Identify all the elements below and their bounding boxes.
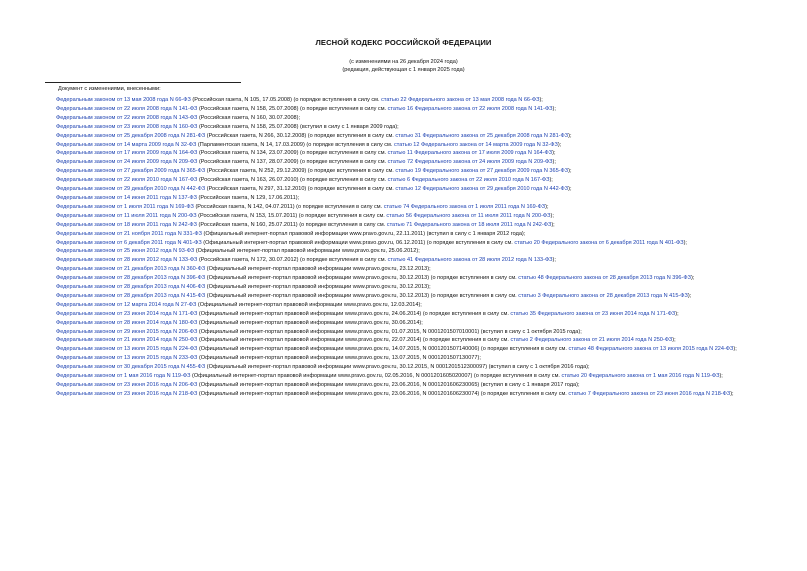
article-link[interactable]: статью 31 Федерального закона от 25 декабря 2008 года N 281-ФЗ (395, 132, 569, 139)
amendment-item (45, 292, 771, 301)
publication-note: (Официальный интернет-портал правовой информации www.pravo.gov.ru, 22.07.2014) (о порядке вступления в силу см. (197, 337, 511, 344)
amendment-item (45, 247, 771, 256)
publication-note: (Российская газета, N 158, 25.07.2008) (о порядке вступления в силу см. (197, 105, 388, 112)
closing-punctuation: ); (675, 310, 679, 317)
publication-note: (Официальный интернет-портал правовой информации www.pravo.gov.ru, 30.12.2013); (205, 284, 431, 291)
publication-note: (Российская газета, N 134, 23.07.2009) (о порядке вступления в силу см. (197, 150, 388, 157)
law-link[interactable]: Федеральным законом от 28 декабря 2013 года N 406-ФЗ (56, 284, 206, 291)
article-link[interactable]: статью 56 Федерального закона от 11 июля 2011 года N 200-ФЗ (386, 212, 551, 219)
law-link[interactable]: Федеральным законом от 13 мая 2008 года N 66-ФЗ (56, 97, 191, 103)
law-link[interactable]: Федеральным законом от 22 июля 2008 года N 141-ФЗ (56, 105, 198, 112)
law-link[interactable]: Федеральным законом от 21 декабря 2013 года N 360-ФЗ (56, 266, 206, 273)
publication-note: (Российская газета, N 129, 17.06.2011); (196, 194, 300, 201)
publication-note: (Официальный интернет-портал правовой информации www.pravo.gov.ru, 22.11.2011) (вступил в силу с 1 января 2012 года); (201, 230, 526, 237)
publication-note: (Официальный интернет-портал правовой информации www.pravo.gov.ru, 24.06.2014) (о порядке вступления в силу см. (197, 310, 511, 317)
amendments-list (45, 96, 771, 399)
closing-punctuation: ); (568, 168, 572, 175)
amendment-item (45, 256, 771, 265)
closing-punctuation: ); (568, 186, 572, 193)
article-link[interactable]: статью 20 Федерального закона от 1 мая 2016 года N 119-ФЗ (561, 373, 720, 380)
amendment-item (45, 265, 771, 274)
law-link[interactable]: Федеральным законом от 30 декабря 2015 года N 455-ФЗ (56, 364, 206, 371)
publication-note: (Российская газета, N 252, 29.12.2009) (о порядке вступления в силу см. (205, 168, 396, 175)
edition-note: (редакция, действующая с 1 января 2025 года) (342, 67, 465, 73)
law-link[interactable]: Федеральным законом от 21 ноября 2011 года N 331-ФЗ (56, 230, 202, 237)
law-link[interactable]: Федеральным законом от 23 июля 2008 года N 160-ФЗ (56, 123, 198, 130)
amendment-item (45, 230, 771, 239)
publication-note: (Официальный интернет-портал правовой информации www.pravo.gov.ru, 30.12.2013) (о порядке вступления в силу см. (205, 292, 519, 299)
amendment-item (45, 203, 771, 212)
publication-note: (Российская газета, N 153, 15.07.2011) (о порядке вступления в силу см. (196, 212, 387, 219)
amendment-item (45, 96, 771, 105)
amendment-item (45, 372, 771, 381)
closing-punctuation: ); (551, 221, 555, 228)
article-link[interactable]: статью 12 Федерального закона от 29 декабря 2010 года N 442-ФЗ (395, 186, 569, 193)
closing-punctuation: ); (719, 373, 723, 380)
law-link[interactable]: Федеральным законом от 25 июня 2012 года N 93-ФЗ (56, 248, 195, 255)
publication-note: (Парламентская газета, N 14, 17.03.2009) (о порядке вступления в силу см. (196, 141, 394, 148)
amendment-item (45, 381, 771, 390)
publication-note: (Российская газета, N 172, 30.07.2012) (о порядке вступления в силу см. (197, 257, 388, 264)
law-link[interactable]: Федеральным законом от 28 июля 2012 года N 133-ФЗ (56, 257, 198, 264)
amendment-item (45, 176, 771, 185)
publication-note: (Российская газета, N 163, 26.07.2010) (о порядке вступления в силу см. (197, 177, 388, 184)
article-link[interactable]: статью 7 Федерального закона от 23 июня 2016 года N 218-ФЗ (568, 390, 731, 397)
amendment-item (45, 319, 771, 328)
law-link[interactable]: Федеральным законом от 21 июля 2014 года N 250-ФЗ (56, 337, 198, 344)
closing-punctuation: ); (539, 97, 543, 103)
amendment-item (45, 336, 771, 345)
amendment-item (45, 363, 771, 372)
document-title: ЛЕСНОЙ КОДЕКС РОССИЙСКОЙ ФЕДЕРАЦИИ (315, 38, 492, 47)
law-link[interactable]: Федеральным законом от 17 июля 2009 года N 164-ФЗ (56, 150, 198, 157)
law-link[interactable]: Федеральным законом от 27 декабря 2009 года N 365-ФЗ (56, 168, 206, 175)
amendment-item (45, 105, 771, 114)
amendment-item (45, 158, 771, 167)
law-link[interactable]: Федеральным законом от 28 декабря 2013 года N 396-ФЗ (56, 275, 206, 282)
amendment-item (45, 167, 771, 176)
amendment-item (45, 114, 771, 123)
publication-note: (Официальный интернет-портал правовой информации www.pravo.gov.ru, 23.12.2013); (205, 266, 431, 273)
publication-note: (Официальный интернет-портал правовой информации www.pravo.gov.ru, 14.07.2015, N 0001201507140006) (о порядке вступления в силу см. (197, 346, 569, 353)
amendment-item (45, 283, 771, 292)
closing-punctuation: ); (690, 275, 695, 282)
amendment-item (45, 345, 771, 354)
closing-punctuation: ); (552, 150, 556, 157)
article-link[interactable]: статью 3 Федерального закона от 28 декабря 2013 года N 415-ФЗ (518, 292, 688, 299)
law-link[interactable]: Федеральным законом от 29 июня 2015 года N 206-ФЗ (56, 328, 198, 335)
law-link[interactable]: Федеральным законом от 29 декабря 2010 года N 442-ФЗ (56, 186, 206, 193)
publication-note: (Официальный интернет-портал правовой информации www.pravo.gov.ru, 30.06.2014); (197, 319, 423, 326)
publication-note: (Российская газета, N 142, 04.07.2011) (о порядке вступления в силу см. (193, 203, 384, 210)
law-link[interactable]: Федеральным законом от 1 июля 2011 года N 169-ФЗ (56, 203, 194, 210)
amendment-item (45, 149, 771, 158)
law-link[interactable]: Федеральным законом от 11 июля 2011 года N 200-ФЗ (56, 212, 197, 219)
article-link[interactable]: статью 20 Федерального закона от 6 декабря 2011 года N 401-ФЗ (514, 239, 684, 246)
law-link[interactable]: Федеральным законом от 23 июня 2014 года N 171-ФЗ (56, 310, 198, 317)
law-link[interactable]: Федеральным законом от 23 июня 2016 года N 206-ФЗ (56, 382, 198, 388)
article-link[interactable]: статью 22 Федерального закона от 13 мая 2008 года N 66-ФЗ (381, 97, 540, 103)
article-link[interactable]: статью 12 Федерального закона от 14 марта 2009 года N 32-ФЗ (393, 141, 558, 148)
closing-punctuation: ); (557, 141, 562, 148)
publication-note: (Официальный интернет-портал правовой информации www.pravo.gov.ru, 12.03.2014); (196, 301, 422, 308)
closing-punctuation: ); (550, 212, 554, 219)
publication-note: (Официальный интернет-портал правовой информации www.pravo.gov.ru, 13.07.2015, N 0001201507130077); (197, 355, 481, 362)
amendment-item (45, 239, 771, 248)
amendment-item (45, 301, 771, 310)
amendment-item (45, 212, 771, 221)
closing-punctuation: ); (733, 346, 737, 353)
article-link[interactable]: статью 11 Федерального закона от 17 июля 2009 года N 164-ФЗ (387, 150, 553, 157)
law-link[interactable]: Федеральным законом от 1 мая 2016 года N 119-ФЗ (56, 373, 191, 380)
law-link[interactable]: Федеральным законом от 25 декабря 2008 года N 281-ФЗ (56, 132, 206, 139)
publication-note: (Официальный интернет-портал правовой информации www.pravo.gov.ru, 23.06.2016, N 0001201606230065) (вступил в силу с 1 января 2017 года); (197, 382, 580, 388)
amendment-item (45, 141, 771, 150)
publication-note: (Официальный интернет-портал правовой информации www.pravo.gov.ru, 01.07.2015, N 0001201507010001) (вступил в силу с 1 октября 2015 года); (197, 328, 582, 335)
closing-punctuation: ); (672, 337, 676, 344)
law-link[interactable]: Федеральным законом от 13 июля 2015 года N 224-ФЗ (56, 346, 198, 353)
amendment-item (45, 185, 771, 194)
law-link[interactable]: Федеральным законом от 6 декабря 2011 года N 401-ФЗ (56, 239, 202, 246)
law-link[interactable]: Федеральным законом от 18 июля 2011 года N 242-ФЗ (56, 221, 197, 228)
article-link[interactable]: статью 6 Федерального закона от 22 июля 2010 года N 167-ФЗ (387, 177, 550, 184)
publication-note: (Российская газета, N 137, 28.07.2009) (о порядке вступления в силу см. (197, 159, 388, 166)
law-link[interactable]: Федеральным законом от 28 июня 2014 года N 180-ФЗ (56, 319, 198, 326)
law-link[interactable]: Федеральным законом от 24 июля 2009 года N 209-ФЗ (56, 159, 198, 166)
article-link[interactable]: статью 48 Федерального закона от 13 июля 2015 года N 224-ФЗ (568, 346, 734, 353)
amendment-item (45, 132, 771, 141)
amendment-item (45, 221, 771, 230)
article-link[interactable]: статью 35 Федерального закона от 23 июня 2014 года N 171-ФЗ (510, 310, 676, 317)
publication-note: (Официальный интернет-портал правовой информации www.pravo.gov.ru, 25.06.2012); (194, 248, 420, 255)
law-link[interactable]: Федеральным законом от 12 марта 2014 года N 27-ФЗ (56, 301, 197, 308)
article-link[interactable]: статью 74 Федерального закона от 1 июля 2011 года N 169-ФЗ (383, 203, 546, 210)
publication-note: (Российская газета, N 105, 17.05.2008) (о порядке вступления в силу см. (190, 97, 382, 103)
closing-punctuation: ); (687, 292, 692, 299)
separator-rule (45, 82, 241, 83)
law-link[interactable]: Федеральным законом от 13 июля 2015 года N 233-ФЗ (56, 355, 198, 362)
closing-punctuation: ); (568, 132, 572, 139)
article-link[interactable]: статью 72 Федерального закона от 24 июля 2009 года N 209-ФЗ (387, 159, 553, 166)
publication-note: (Официальный интернет-портал правовой информации www.pravo.gov.ru, 30.12.2013) (о порядке вступления в силу см. (205, 275, 519, 282)
amendment-item (45, 194, 771, 203)
law-link[interactable]: Федеральным законом от 14 июня 2011 года N 137-ФЗ (56, 194, 197, 201)
amendments-intro: Документ с изменениями, внесенными: (58, 86, 161, 92)
publication-note: (Российская газета, N 266, 30.12.2008) (о порядке вступления в силу см. (205, 132, 396, 139)
article-link[interactable]: статью 41 Федерального закона от 28 июля 2012 года N 133-ФЗ (387, 257, 553, 264)
closing-punctuation: ); (552, 105, 556, 112)
amendment-item (45, 328, 771, 337)
closing-punctuation: ); (545, 203, 549, 210)
publication-note: (Официальный интернет-портал правовой информации www.pravo.gov.ru, 02.05.2016, N 0001201605020007) (о порядке вступления в силу см. (190, 373, 562, 380)
publication-note: (Официальный интернет-портал правовой информации www.pravo.gov.ru, 06.12.2011) (о порядке вступления в силу см. (201, 239, 515, 246)
article-link[interactable]: статью 19 Федерального закона от 27 декабря 2009 года N 365-ФЗ (395, 168, 569, 175)
article-link[interactable]: статью 71 Федерального закона от 18 июля 2011 года N 242-ФЗ (386, 221, 552, 228)
publication-note: (Официальный интернет-портал правовой информации www.pravo.gov.ru, 30.12.2015, N 0001201512300097) (вступил в силу с 1 октября 2016 года); (205, 364, 590, 371)
amendment-item (45, 354, 771, 363)
law-link[interactable]: Федеральным законом от 23 июня 2016 года N 218-ФЗ (56, 390, 198, 397)
publication-note: (Российская газета, N 158, 25.07.2008) (вступил в силу с 1 января 2009 года); (197, 123, 399, 130)
amendment-item (45, 310, 771, 319)
closing-punctuation: ); (552, 159, 556, 166)
law-link[interactable]: Федеральным законом от 14 марта 2009 года N 32-ФЗ (56, 141, 197, 148)
closing-punctuation: ); (549, 177, 553, 184)
article-link[interactable]: статью 16 Федерального закона от 22 июля 2008 года N 141-ФЗ (387, 105, 553, 112)
publication-note: (Российская газета, N 297, 31.12.2010) (о порядке вступления в силу см. (205, 186, 396, 193)
law-link[interactable]: Федеральным законом от 28 декабря 2013 года N 415-ФЗ (56, 292, 206, 299)
publication-note: (Официальный интернет-портал правовой информации www.pravo.gov.ru, 23.06.2016, N 0001201606230074) (о порядке вступления в силу см. (197, 390, 569, 397)
amendment-item (45, 274, 771, 283)
article-link[interactable]: статью 2 Федерального закона от 21 июля 2014 года N 250-ФЗ (510, 337, 673, 344)
amendment-item (45, 390, 771, 399)
article-link[interactable]: статью 48 Федерального закона от 28 декабря 2013 года N 396-ФЗ (518, 275, 691, 282)
amendment-item (45, 123, 771, 132)
publication-note: (Российская газета, N 160, 25.07.2011) (о порядке вступления в силу см. (197, 221, 387, 228)
law-link[interactable]: Федеральным законом от 22 июля 2010 года N 167-ФЗ (56, 177, 198, 184)
publication-note: (Российская газета, N 160, 30.07.2008); (197, 114, 301, 121)
closing-punctuation: ); (730, 390, 734, 397)
law-link[interactable]: Федеральным законом от 22 июля 2008 года N 143-ФЗ (56, 114, 198, 121)
revision-note: (с изменениями на 26 декабря 2024 года) (349, 59, 458, 65)
closing-punctuation: ); (552, 257, 556, 264)
closing-punctuation: ); (683, 239, 687, 246)
